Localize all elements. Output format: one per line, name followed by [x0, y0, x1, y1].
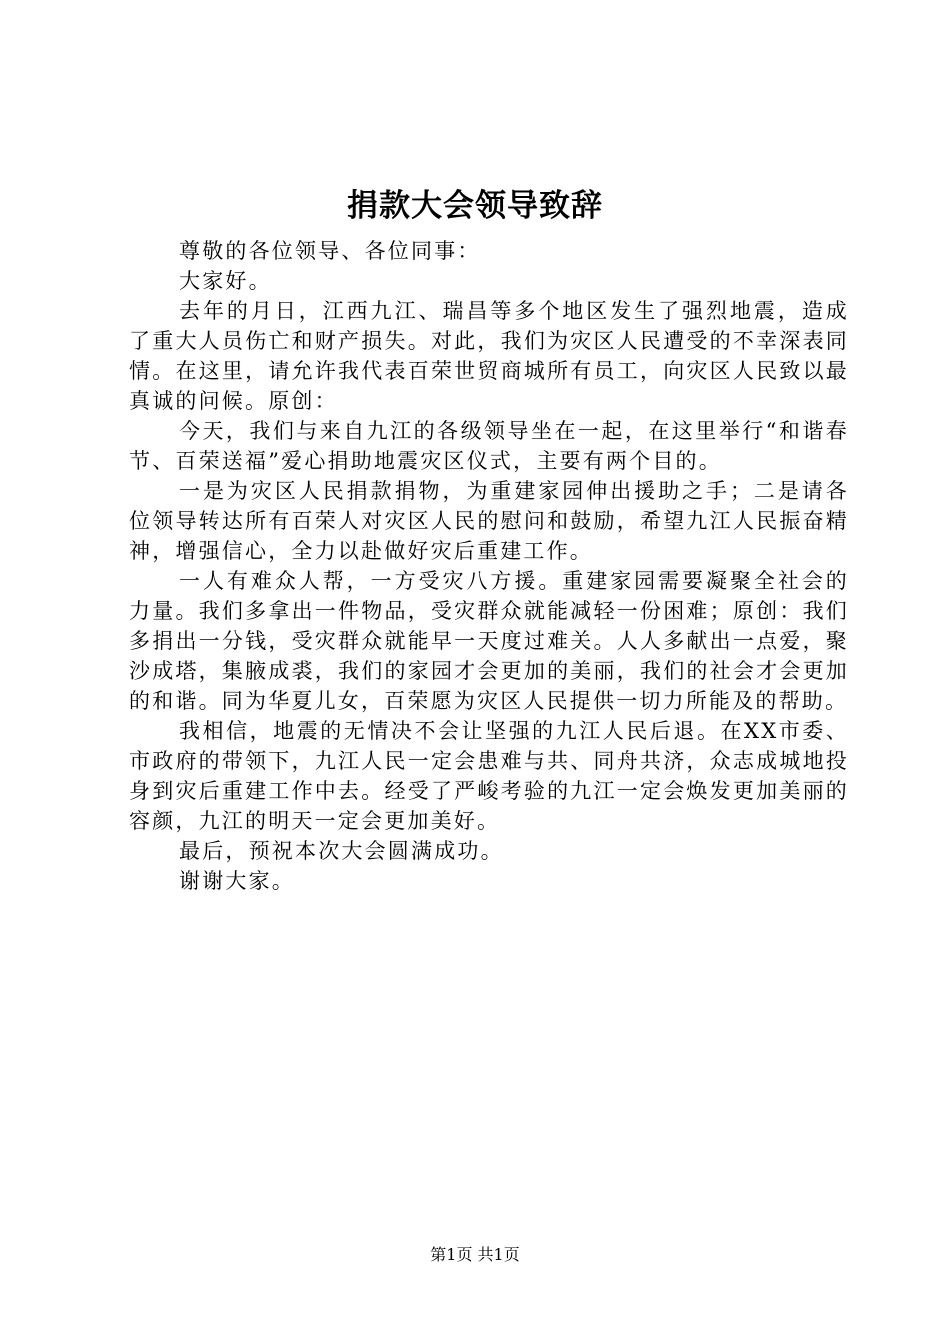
page-number: 第1页 共1页 [430, 1245, 520, 1264]
paragraph-confidence: 我相信，地震的无情决不会让坚强的九江人民后退。在XX市委、市政府的带领下，九江人民一定会患难与共、同舟共济，众志成城地投身到灾后重建工作中去。经受了严峻考验的九江一定会焕发更加美丽的容颜，九江的明天一定会更加美好。 [129, 719, 849, 833]
paragraph-earthquake: 去年的月日，江西九江、瑞昌等多个地区发生了强烈地震，造成了重大人员伤亡和财产损失。对此，我们为灾区人民遭受的不幸深表同情。在这里，请允许我代表百荣世贸商城所有员工，向灾区人民致以最真诚的问候。原创： [129, 299, 849, 413]
paragraph-thanks: 谢谢大家。 [179, 869, 295, 893]
paragraph-purpose: 今天，我们与来自九江的各级领导坐在一起，在这里举行“和谐春节、百荣送福”爱心捐助地震灾区仪式，主要有两个目的。 [129, 419, 849, 473]
paragraph-wishes: 最后，预祝本次大会圆满成功。 [179, 839, 504, 863]
paragraph-goals: 一是为灾区人民捐款捐物，为重建家园伸出援助之手；二是请各位领导转达所有百荣人对灾区人民的慰问和鼓励，希望九江人民振奋精神，增强信心，全力以赴做好灾后重建工作。 [129, 479, 849, 563]
document-body [129, 236, 849, 896]
paragraph-salutation: 尊敬的各位领导、各位同事： [179, 239, 481, 263]
paragraph-greeting: 大家好。 [179, 269, 272, 293]
document-title: 捐款大会领导致辞 [347, 188, 603, 224]
paragraph-solidarity: 一人有难众人帮，一方受灾八方援。重建家园需要凝聚全社会的力量。我们多拿出一件物品，受灾群众就能减轻一份困难；原创：我们多捐出一分钱，受灾群众就能早一天度过难关。人人多献出一点爱，聚沙成塔，集腋成裘，我们的家园才会更加的美丽，我们的社会才会更加的和谐。同为华夏儿女，百荣愿为灾区人民提供一切力所能及的帮助。 [129, 569, 849, 713]
